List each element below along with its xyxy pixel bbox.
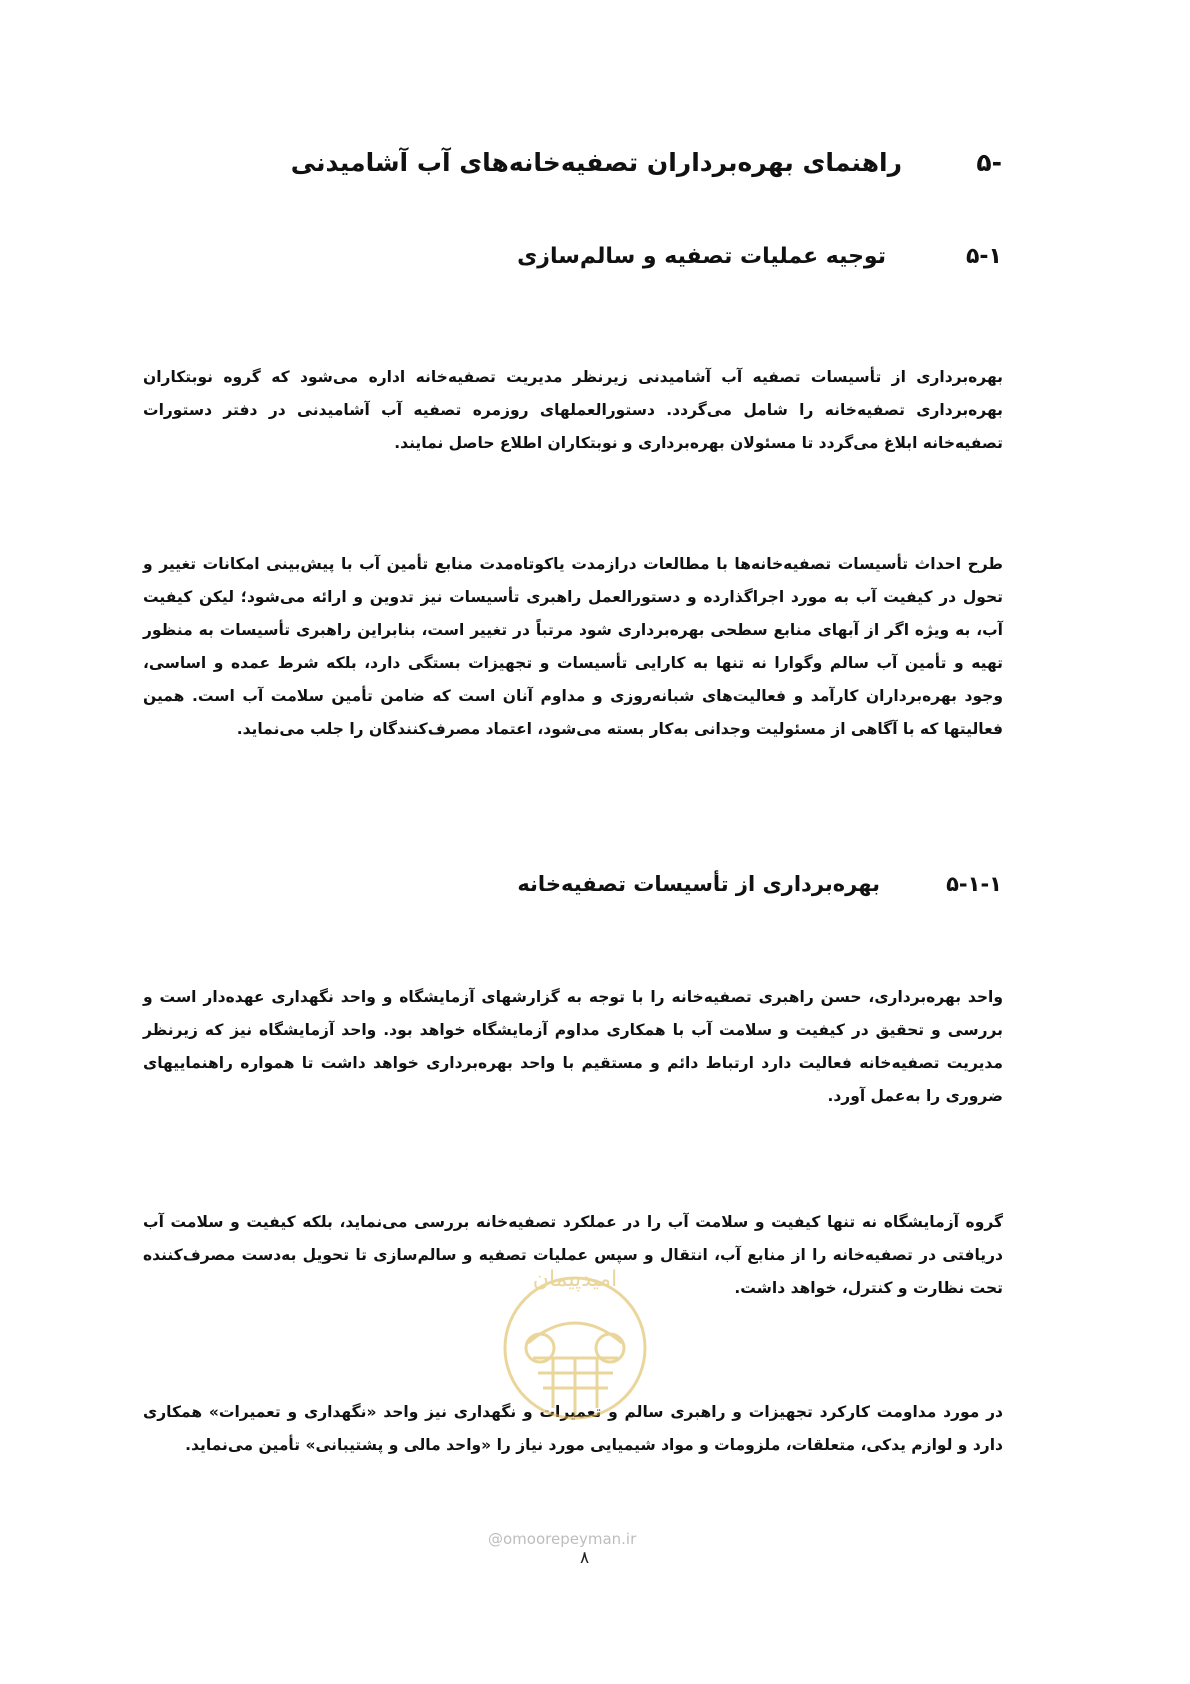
- body-paragraph: بهره‌برداری از تأسیسات تصفیه آب آشامیدنی زیرنظر مدیریت تصفیه‌خانه اداره می‌شود که گروه نوبتکاران بهره‌برداری تصفیه‌خانه را شامل می‌گردد. دستورالعملهای روزمره تصفیه آب آشامیدنی در دفتر دستورات تصفیه‌خانه ابلاغ می‌گردد تا مسئولان بهره‌برداری و نوبتکاران اطلاع حاصل نمایند.: [143, 367, 1003, 452]
- section-title: راهنمای بهره‌برداران تصفیه‌خانه‌های آب آشامیدنی: [290, 148, 902, 177]
- body-paragraph: واحد بهره‌برداری، حسن راهبری تصفیه‌خانه را با توجه به گزارشهای آزمایشگاه و واحد نگهداری عهده‌دار است و بررسی و تحقیق در کیفیت و سلامت آب با همکاری مداوم آزمایشگاه خواهد بود. واحد آزمایشگاه نیز که زیرنظر مدیریت تصفیه‌خانه فعالیت دارد ارتباط دائم و مستقیم با واحد بهره‌برداری خواهد داشت تا همواره راهنماییهای ضروری را به‌عمل آورد.: [143, 987, 1003, 1105]
- body-paragraph: در مورد مداومت کارکرد تجهیزات و راهبری سالم و تعمیرات و نگهداری نیز واحد «نگهداری و تعمیرات» همکاری دارد و لوازم یدکی، متعلقات، ملزومات و مواد شیمیایی مورد نیاز را «واحد مالی و پشتیبانی» تأمین می‌نماید.: [143, 1402, 1003, 1454]
- subsection-number: ۵-۱: [966, 244, 1002, 269]
- subsubsection-title: بهره‌برداری از تأسیسات تصفیه‌خانه: [517, 872, 880, 896]
- watermark-logo-text: امیدپیمان: [532, 1267, 618, 1292]
- section-heading: [291, 148, 1002, 177]
- subsection-heading: [517, 244, 1002, 269]
- subsubsection-heading: [517, 872, 1002, 896]
- watermark-url: @omoorepeyman.ir: [488, 1530, 637, 1548]
- subsubsection-number: ۵-۱-۱: [946, 872, 1002, 896]
- body-paragraph: طرح احداث تأسیسات تصفیه‌خانه‌ها با مطالعات درازمدت یاکوتاه‌مدت منابع تأمین آب با پیش‌بینی امکانات تغییر و تحول در کیفیت آب به مورد اجراگذارده و دستورالعمل راهبری تأسیسات نیز تدوین و ارائه می‌شود؛ لیکن کیفیت آب، به ویژه اگر از آبهای منابع سطحی بهره‌برداری شود مرتباً در تغییر است، بنابراین راهبری تأسیسات به منظور تهیه و تأمین آب سالم وگوارا نه تنها به کارایی تأسیسات و تجهیزات بستگی دارد، بلکه شرط عمده و اساسی، وجود بهره‌برداران کارآمد و فعالیت‌های شبانه‌روزی و مداوم آنان است که ضامن تأمین سلامت آب است. همین فعالیتها که با آگاهی از مسئولیت وجدانی به‌کار بسته می‌شود، اعتماد مصرف‌کنندگان را جلب می‌نماید.: [143, 554, 1003, 738]
- body-paragraph: گروه آزمایشگاه نه تنها کیفیت و سلامت آب را در عملکرد تصفیه‌خانه بررسی می‌نماید، بلکه کیفیت و سلامت آب دریافتی در تصفیه‌خانه را از منابع آب، انتقال و سپس عملیات تصفیه و سالم‌سازی تا تحویل به‌دست مصرف‌کننده تحت نظارت و کنترل، خواهد داشت.: [143, 1212, 1003, 1297]
- subsection-title: توجیه عملیات تصفیه و سالم‌سازی: [517, 244, 886, 269]
- page-number: ۸: [580, 1548, 590, 1568]
- section-number: ۵-: [976, 148, 1002, 177]
